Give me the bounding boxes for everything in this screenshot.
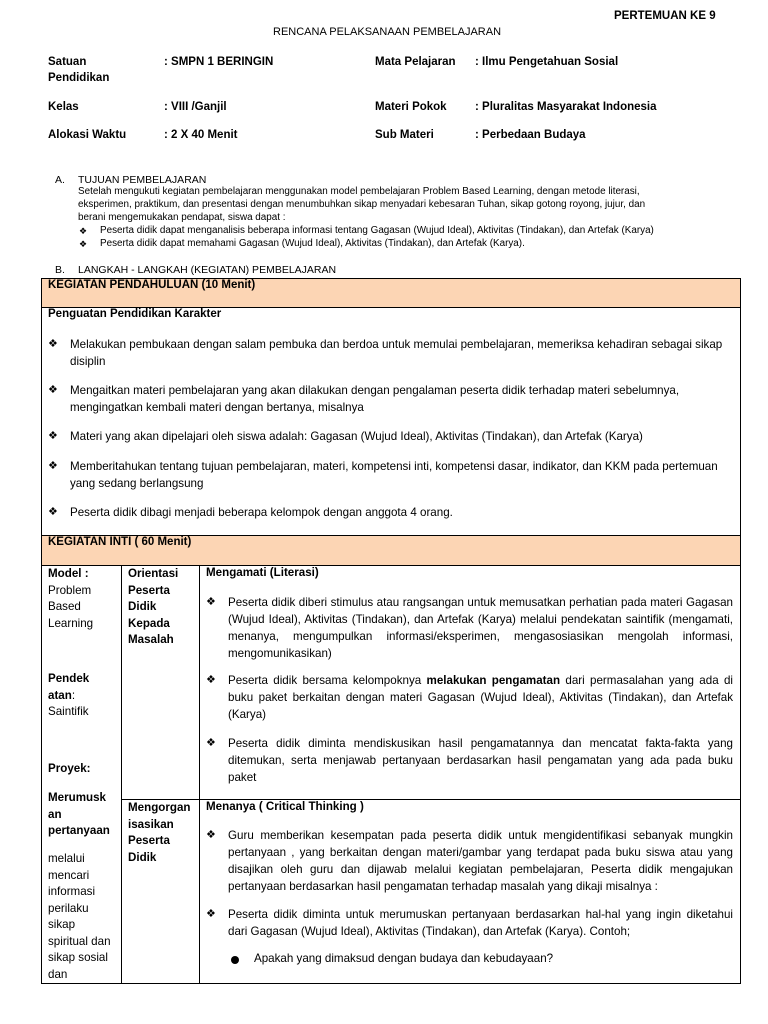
section-a-heading: TUJUAN PEMBELAJARAN (78, 174, 207, 186)
diamond-bullet-icon: ❖ (206, 829, 216, 841)
example-question: Apakah yang dimaksud dengan budaya dan kebudayaan? (254, 952, 554, 965)
page-title: RENCANA PELAKSANAAN PEMBELAJARAN (273, 26, 502, 38)
mengamati-item: Peserta didik diberi stimulus atau rangsangan untuk memusatkan perhatian pada materi Gagasan (Wujud Ideal), Aktivitas (Tindakan), dan Artefak (Karya) melalui pendekatan saintifik (mengamati, menanya, mengumpulkan informasi/eksperimen, mengasosiasikan mengolah informasi, mengomunikasikan) (228, 596, 733, 660)
diamond-bullet-icon: ❖ (206, 908, 216, 920)
tujuan-bullet: Peserta didik dapat memahami Gagasan (Wujud Ideal), Aktivitas (Tindakan), dan Artefak (Karya). (100, 238, 525, 249)
proyek-description: melalui mencari informasi perilaku sikap spiritual dan sikap sosial dan (48, 852, 111, 981)
pendahuluan-item: Peserta didik dibagi menjadi beberapa kelompok dengan anggota 4 orang. (70, 506, 453, 519)
pendekatan-cell: Pendek atan: Saintifik (48, 672, 90, 718)
round-bullet-icon (231, 956, 239, 964)
menanya-heading: Menanya ( Critical Thinking ) (206, 800, 364, 813)
pendahuluan-header: KEGIATAN PENDAHULUAN (10 Menit) (48, 279, 256, 291)
satuan-label: Satuan (48, 56, 87, 68)
mengamati-heading: Mengamati (Literasi) (206, 566, 319, 579)
materi-value: : Pluralitas Masyarakat Indonesia (475, 101, 657, 113)
ppk-heading: Penguatan Pendidikan Karakter (48, 308, 222, 320)
model-cell: Model : Problem Based Learning (48, 567, 94, 630)
mapel-label: Mata Pelajaran (375, 56, 456, 68)
menanya-item: Peserta didik diminta untuk merumuskan pertanyaan berdasarkan hal-hal yang ingin diketahui dari Gagasan (Wujud Ideal), Aktivitas (Tindakan), dan Artefak (Karya). Contoh; (228, 908, 733, 938)
meeting-number: PERTEMUAN KE 9 (614, 10, 716, 22)
sub-label: Sub Materi (375, 129, 434, 141)
mengamati-item: Peserta didik diminta mendiskusikan hasil pengamatannya dan mencatat fakta-fakta yang ditemukan, serta menjawab pertanyaan berdasarkan hasil pengamatan yang ada pada buku paket (228, 737, 733, 784)
diamond-bullet-icon: ❖ (48, 460, 58, 472)
tujuan-line: berani mengemukakan pendapat, siswa dapat : (78, 212, 286, 223)
alokasi-label: Alokasi Waktu (48, 129, 127, 141)
pendahuluan-item: Mengaitkan materi pembelajaran yang akan dilakukan dengan pengalaman peserta didik terhadap materi sebelumnya, mengingatkan kembali materi dengan bertanya, misalnya (70, 384, 680, 414)
tujuan-line: eksperimen, praktikum, dan presentasi dengan menumbuhkan sikap menyadari kebesaran Tuhan, sikap gotong royong, jujur, dan (78, 199, 646, 210)
pendahuluan-item: Melakukan pembukaan dengan salam pembuka dan berdoa untuk memulai pembelajaran, memeriksa kehadiran sebagai sikap disiplin (70, 338, 723, 368)
diamond-bullet-icon: ❖ (79, 226, 88, 236)
diamond-bullet-icon: ❖ (48, 430, 58, 442)
tujuan-bullet: Peserta didik dapat menganalisis beberapa informasi tentang Gagasan (Wujud Ideal), Aktivitas (Tindakan), dan Artefak (Karya) (100, 225, 654, 236)
diamond-bullet-icon: ❖ (48, 384, 58, 396)
kelas-value: : VIII /Ganjil (164, 101, 227, 113)
satuan-value: : SMPN 1 BERINGIN (164, 56, 274, 68)
orientasi-cell: Orientasi Peserta Didik Kepada Masalah (128, 567, 179, 646)
satuan-label-2: Pendidikan (48, 72, 110, 84)
menanya-item: Guru memberikan kesempatan pada peserta didik untuk mengidentifikasi sebanyak mungkin pertanyaan , yang berkaitan dengan materi/gambar yang terdapat pada buku siswa atau yang disajikan oleh guru dan dijawab melalui kegiatan pembelajaran, Peserta didik mengajukan pertanyaan berdasarkan hasil pengamatan terhadap masalah yang dikaji misalnya : (228, 829, 733, 893)
diamond-bullet-icon: ❖ (79, 239, 88, 249)
proyek-label: Proyek: (48, 762, 91, 775)
mapel-value: : Ilmu Pengetahuan Sosial (475, 56, 619, 68)
diamond-bullet-icon: ❖ (48, 338, 58, 350)
inti-header: KEGIATAN INTI ( 60 Menit) (48, 536, 192, 548)
pendahuluan-item: Materi yang akan dipelajari oleh siswa adalah: Gagasan (Wujud Ideal), Aktivitas (Tindakan), dan Artefak (Karya) (70, 430, 643, 443)
sub-value: : Perbedaan Budaya (475, 129, 586, 141)
tujuan-line: Setelah mengukuti kegiatan pembelajaran menggunakan model pembelajaran Problem Based Learning, dengan metode literasi, (78, 186, 640, 197)
materi-label: Materi Pokok (375, 101, 447, 113)
merumuskan-label: Merumusk an pertanyaan (48, 791, 110, 837)
mengamati-item: Peserta didik bersama kelompoknya melakukan pengamatan dari permasalahan yang ada di buku paket berkaitan dengan materi Gagasan (Wujud Ideal), Aktivitas (Tindakan), dan Artefak (Karya) (228, 674, 733, 721)
kelas-label: Kelas (48, 101, 79, 113)
section-a-marker: A. (55, 174, 65, 186)
diamond-bullet-icon: ❖ (206, 674, 216, 686)
mengorganisasi-cell: Mengorgan isasikan Peserta Didik (128, 801, 191, 864)
diamond-bullet-icon: ❖ (206, 737, 216, 749)
section-b-marker: B. (55, 264, 65, 276)
diamond-bullet-icon: ❖ (206, 596, 216, 608)
diamond-bullet-icon: ❖ (48, 506, 58, 518)
section-b-heading: LANGKAH - LANGKAH (KEGIATAN) PEMBELAJARAN (78, 264, 337, 276)
pendahuluan-item: Memberitahukan tentang tujuan pembelajaran, materi, kompetensi inti, kompetensi dasar, indikator, dan KKM pada pertemuan yang sedang berlangsung (70, 460, 718, 490)
alokasi-value: : 2 X 40 Menit (164, 129, 238, 141)
